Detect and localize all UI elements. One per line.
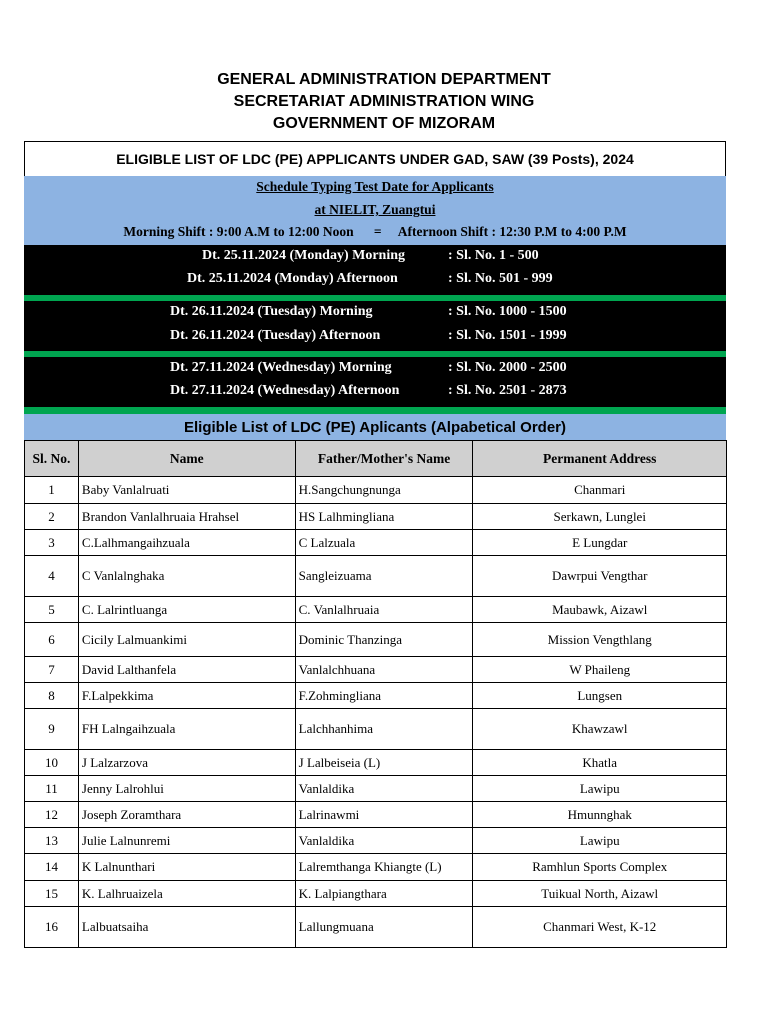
cell-address: Khawzawl [473, 709, 727, 750]
cell-slno: 8 [25, 683, 79, 709]
slot-date: Dt. 26.11.2024 (Tuesday) Afternoon [170, 328, 381, 343]
cell-slno: 6 [25, 623, 79, 657]
table-row [25, 597, 727, 623]
cell-address: Ramhlun Sports Complex [473, 854, 727, 881]
schedule-venue: at NIELIT, Zuangtui [314, 202, 436, 217]
cell-parent-name: H.Sangchungnunga [295, 477, 473, 504]
cell-address: Lungsen [473, 683, 727, 709]
cell-parent-name: Dominic Thanzinga [295, 623, 473, 657]
table-row [25, 657, 727, 683]
cell-slno: 7 [25, 657, 79, 683]
table-row [25, 530, 727, 556]
table-row [25, 556, 727, 597]
table-body [25, 477, 727, 948]
green-divider [24, 407, 726, 414]
slot-date: Dt. 26.11.2024 (Tuesday) Morning [170, 304, 373, 319]
list-subtitle: Eligible List of LDC (PE) Aplicants (Alpabetical Order) [184, 418, 566, 436]
slot-range: : Sl. No. 501 - 999 [448, 271, 553, 286]
cell-name: Brandon Vanlalhruaia Hrahsel [78, 504, 295, 530]
cell-name: Julie Lalnunremi [78, 828, 295, 854]
cell-parent-name: C Lalzuala [295, 530, 473, 556]
cell-parent-name: Vanlaldika [295, 828, 473, 854]
cell-address: Khatla [473, 750, 727, 776]
cell-slno: 12 [25, 802, 79, 828]
cell-slno: 15 [25, 881, 79, 907]
cell-parent-name: Vanlalchhuana [295, 657, 473, 683]
govt-name: GOVERNMENT OF MIZORAM [272, 115, 496, 132]
cell-address: Hmunnghak [473, 802, 727, 828]
cell-parent-name: Lalremthanga Khiangte (L) [295, 854, 473, 881]
cell-parent-name: F.Zohmingliana [295, 683, 473, 709]
cell-parent-name: K. Lalpiangthara [295, 881, 473, 907]
col-header-address: Permanent Address [473, 441, 727, 477]
list-title-box [24, 141, 726, 176]
slot-range: : Sl. No. 1501 - 1999 [448, 328, 567, 343]
col-header-parent: Father/Mother's Name [295, 441, 473, 477]
table-row [25, 881, 727, 907]
dept-name: GENERAL ADMINISTRATION DEPARTMENT [217, 71, 551, 88]
cell-address: Mission Vengthlang [473, 623, 727, 657]
cell-slno: 14 [25, 854, 79, 881]
cell-name: C.Lalhmangaihzuala [78, 530, 295, 556]
cell-address: Serkawn, Lunglei [473, 504, 727, 530]
col-header-slno: Sl. No. [25, 441, 79, 477]
cell-parent-name: Vanlaldika [295, 776, 473, 802]
slot-block-2 [24, 301, 726, 351]
table-row [25, 750, 727, 776]
cell-name: J Lalzarzova [78, 750, 295, 776]
cell-parent-name: HS Lalhmingliana [295, 504, 473, 530]
slot-range: : Sl. No. 2000 - 2500 [448, 360, 567, 375]
shift-timings: Morning Shift : 9:00 A.M to 12:00 Noon = Afternoon Shift : 12:30 P.M to 4:00 P.M [123, 224, 627, 239]
cell-slno: 3 [25, 530, 79, 556]
table-row [25, 623, 727, 657]
table-row [25, 802, 727, 828]
cell-parent-name: Lalchhanhima [295, 709, 473, 750]
cell-address: Tuikual North, Aizawl [473, 881, 727, 907]
cell-slno: 13 [25, 828, 79, 854]
cell-address: Lawipu [473, 828, 727, 854]
slot-date: Dt. 27.11.2024 (Wednesday) Morning [170, 360, 392, 375]
cell-slno: 5 [25, 597, 79, 623]
cell-address: Maubawk, Aizawl [473, 597, 727, 623]
applicants-table [24, 440, 727, 948]
wing-name: SECRETARIAT ADMINISTRATION WING [233, 93, 535, 110]
cell-slno: 16 [25, 907, 79, 948]
cell-name: C Vanlalnghaka [78, 556, 295, 597]
cell-slno: 9 [25, 709, 79, 750]
cell-address: Lawipu [473, 776, 727, 802]
slot-range: : Sl. No. 2501 - 2873 [448, 383, 567, 398]
cell-name: F.Lalpekkima [78, 683, 295, 709]
table-row [25, 709, 727, 750]
cell-name: Lalbuatsaiha [78, 907, 295, 948]
cell-name: FH Lalngaihzuala [78, 709, 295, 750]
slot-block-3 [24, 357, 726, 407]
cell-parent-name: Sangleizuama [295, 556, 473, 597]
table-row [25, 907, 727, 948]
cell-slno: 4 [25, 556, 79, 597]
cell-address: W Phaileng [473, 657, 727, 683]
cell-name: K. Lalhruaizela [78, 881, 295, 907]
cell-address: Chanmari [473, 477, 727, 504]
schedule-heading: Schedule Typing Test Date for Applicants [256, 179, 494, 194]
cell-slno: 1 [25, 477, 79, 504]
list-subtitle-bar [24, 414, 726, 440]
table-header-row [25, 441, 727, 477]
table-row [25, 683, 727, 709]
cell-slno: 2 [25, 504, 79, 530]
cell-slno: 10 [25, 750, 79, 776]
cell-parent-name: Lalrinawmi [295, 802, 473, 828]
cell-name: David Lalthanfela [78, 657, 295, 683]
schedule-box [24, 176, 726, 245]
table-row [25, 776, 727, 802]
table-row [25, 504, 727, 530]
cell-name: C. Lalrintluanga [78, 597, 295, 623]
cell-address: E Lungdar [473, 530, 727, 556]
slot-date: Dt. 25.11.2024 (Monday) Afternoon [187, 271, 398, 286]
cell-parent-name: J Lalbeiseia (L) [295, 750, 473, 776]
cell-name: Jenny Lalrohlui [78, 776, 295, 802]
table-row [25, 854, 727, 881]
cell-name: Cicily Lalmuankimi [78, 623, 295, 657]
col-header-name: Name [78, 441, 295, 477]
slot-range: : Sl. No. 1000 - 1500 [448, 304, 567, 319]
slot-date: Dt. 25.11.2024 (Monday) Morning [202, 248, 405, 263]
cell-parent-name: C. Vanlalhruaia [295, 597, 473, 623]
slot-range: : Sl. No. 1 - 500 [448, 248, 539, 263]
slot-date: Dt. 27.11.2024 (Wednesday) Afternoon [170, 383, 400, 398]
cell-address: Chanmari West, K-12 [473, 907, 727, 948]
cell-name: K Lalnunthari [78, 854, 295, 881]
cell-parent-name: Lallungmuana [295, 907, 473, 948]
table-row [25, 828, 727, 854]
slot-block-1 [24, 245, 726, 295]
cell-address: Dawrpui Vengthar [473, 556, 727, 597]
cell-slno: 11 [25, 776, 79, 802]
page-title: ELIGIBLE LIST OF LDC (PE) APPLICANTS UNDER GAD, SAW (39 Posts), 2024 [116, 151, 634, 167]
cell-name: Baby Vanlalruati [78, 477, 295, 504]
cell-name: Joseph Zoramthara [78, 802, 295, 828]
table-row [25, 477, 727, 504]
